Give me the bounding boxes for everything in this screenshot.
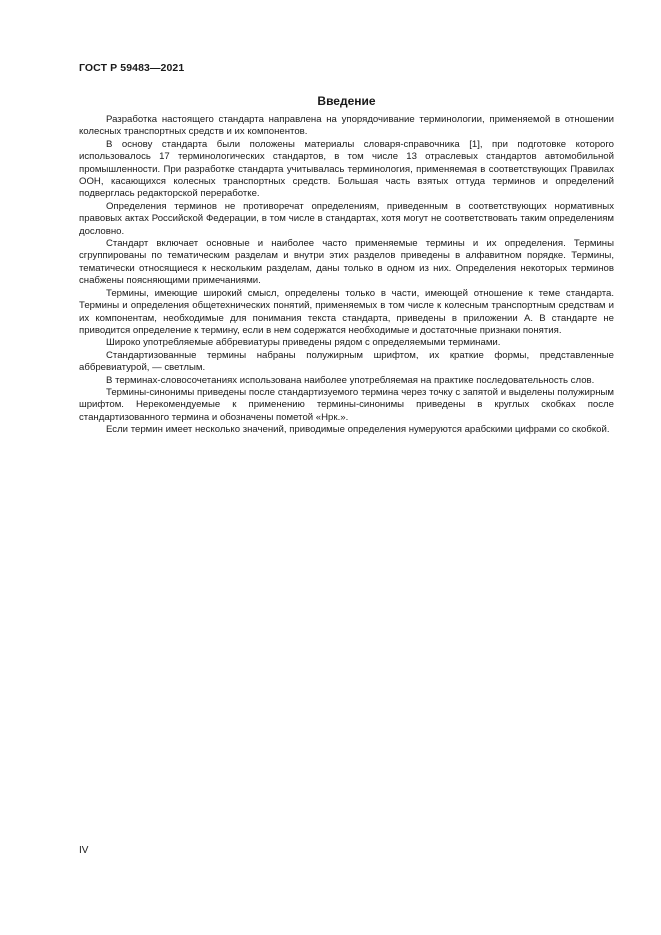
paragraph: Разработка настоящего стандарта направлена на упорядочивание терминологии, применяемой в отношении колесных транспортных средств и их компонентов.: [79, 114, 614, 138]
paragraph: Стандартизованные термины набраны полужирным шрифтом, их краткие формы, представленные аббревиатурой, — светлым.: [79, 349, 614, 374]
paragraph: Термины, имеющие широкий смысл, определены только в части, имеющей отношение к теме стандарта. Термины и определения общетехнических понятий, применяемых в том числе к колесным транспортным средствам и их компонентам, необходимые для понимания текста стандарта, приведены в приложении А. В стандарте не приводится определение к термину, если в нем содержатся необходимые и достаточные признаки понятия.: [79, 287, 614, 336]
introduction-body: [79, 114, 614, 437]
page-number: IV: [79, 845, 89, 856]
paragraph: Термины-синонимы приведены после стандартизуемого термина через точку с запятой и выделены полужирным шрифтом. Нерекомендуемые к применению термины-синонимы приведены в круглых скобках после стандартизованного термина и обозначены пометой «Нрк.».: [79, 386, 614, 423]
paragraph: Определения терминов не противоречат определениям, приведенным в соответствующих нормативных правовых актах Российской Федерации, в том числе в стандартах, хотя могут не соответствовать таким определениям дословно.: [79, 200, 614, 237]
paragraph: В терминах-словосочетаниях использована наиболее употребляемая на практике последовательность слов.: [106, 374, 595, 386]
paragraph: Если термин имеет несколько значений, приводимые определения нумеруются арабскими цифрами со скобкой.: [106, 424, 610, 436]
paragraph: В основу стандарта были положены материалы словаря-справочника [1], при подготовке которого использовалось 17 терминологических стандартов, в том числе 13 отраслевых стандартов автомобильной промышленности. При разработке стандарта учитывалась терминология, применяемая в соответствующих Правилах ООН, касающихся колесных транспортных средств. Большая часть взятых оттуда терминов и определений подверглась редакторской переработке.: [79, 138, 614, 200]
section-title: Введение: [317, 94, 376, 108]
paragraph: Широко употребляемые аббревиатуры приведены рядом с определяемыми терминами.: [106, 337, 501, 349]
document-code-header: ГОСТ Р 59483—2021: [79, 62, 185, 74]
paragraph: Стандарт включает основные и наиболее часто применяемые термины и их определения. Термины сгруппированы по тематическим разделам и внутри этих разделов приведены в алфавитном порядке. Термины, тематически относящиеся к нескольким разделам, даны только в одном из них. Определения некоторых терминов снабжены поясняющими примечаниями.: [79, 238, 614, 287]
